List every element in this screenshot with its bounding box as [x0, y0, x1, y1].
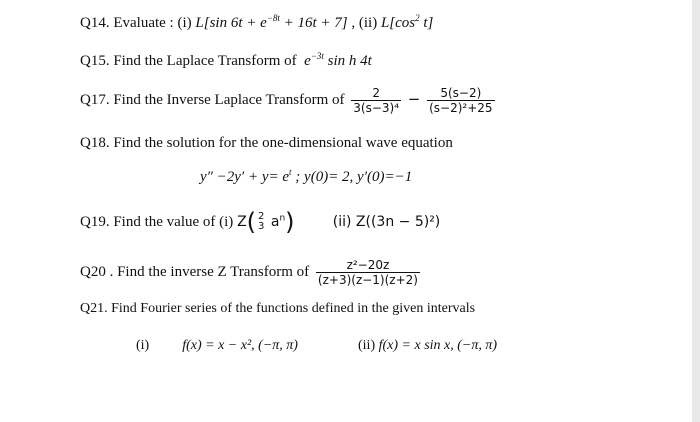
q21-part-i: (i) f(x) = x − x², (−π, π) — [136, 338, 298, 353]
q17-fraction-1: $\frac{2}{\text{3(s−3)⁴}}$ — [353, 86, 400, 115]
q17-label: Q17. Find the Inverse Laplace Transform of — [80, 91, 345, 108]
q14-expr-ii: $L[\cos^2$ t] — [380, 13, 434, 31]
q20-label: Q20 . Find the inverse Z Transform of — [80, 263, 310, 280]
question-18 — [80, 134, 453, 152]
q17-fraction-2: $\frac{5(s-2)}{\text{(s−2)²+25}}$ — [429, 86, 493, 115]
q21-label: Q21. Find Fourier series of the functions defined in the given intervals — [80, 301, 476, 316]
question-21 — [80, 300, 475, 318]
question-17 — [80, 86, 498, 115]
q20-fraction: $\frac{\text{z²−20z}}{(z+3)(z-1)(z+2)}$ — [317, 258, 418, 287]
question-14 — [80, 14, 433, 32]
q14-separator: , (ii) — [351, 15, 378, 31]
q19-expr-ii: (ii) Z((3n − 5)²) — [332, 214, 441, 230]
q19-expr-i: Z( 2 3 $a^n$) — [237, 208, 295, 236]
q18-label: Q18. Find the solution for the one-dimensional wave equation — [80, 135, 453, 151]
q21-part-ii: (ii) f(x) = x sin x, (−π, π) — [358, 338, 498, 353]
q17-minus: − — [407, 89, 421, 108]
q14-label: Q14. Evaluate : (i) — [80, 15, 192, 31]
question-15 — [80, 52, 372, 70]
q15-label: Q15. Find the Laplace Transform of — [80, 53, 297, 69]
q14-expr-i: L[sin $6t + e^{-8t} + 16t + 7$] — [195, 13, 348, 31]
right-edge-shadow — [692, 0, 700, 422]
q19-label: Q19. Find the value of (i) — [80, 214, 234, 230]
question-20 — [80, 258, 423, 287]
q18-equation: $y'' -2y' + y= e^t$ ; y(0)= 2, y′(0)=−1 — [200, 167, 413, 185]
q15-expr: $e^{-3t}$ sin h 4t — [304, 51, 372, 69]
question-19 — [80, 208, 441, 236]
